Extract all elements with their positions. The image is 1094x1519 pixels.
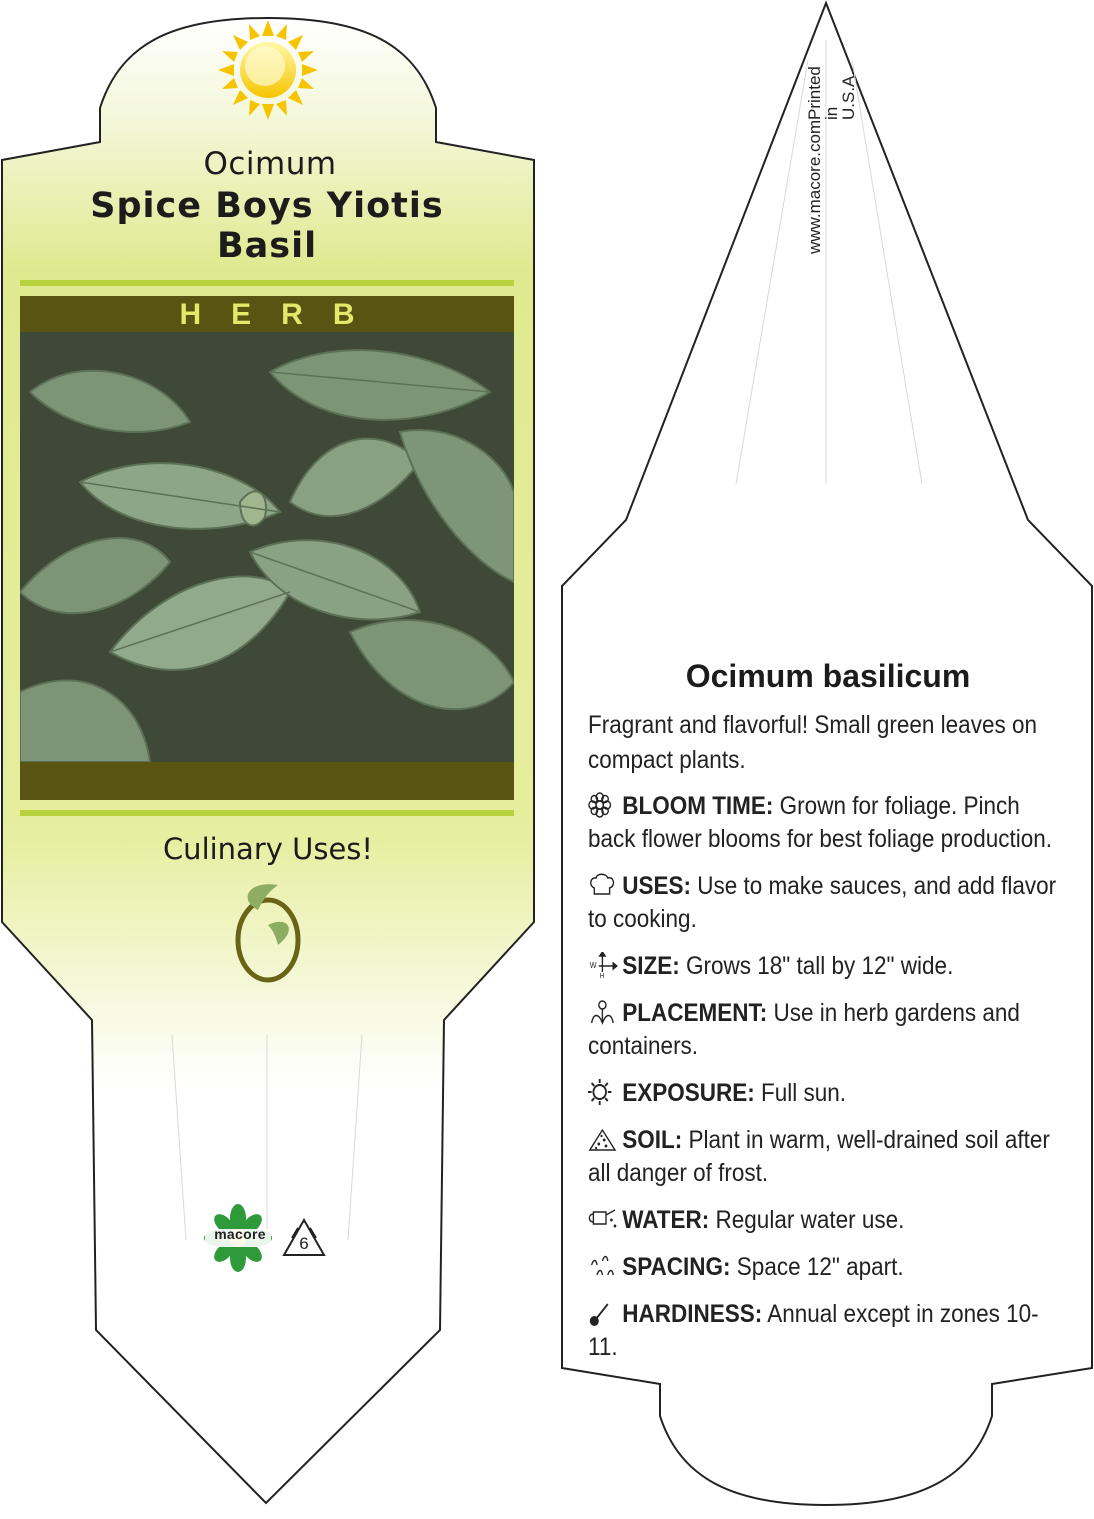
care-list [588, 790, 1065, 1378]
category-label: HERB [179, 298, 385, 331]
watering-can-icon [588, 1206, 619, 1232]
care-label: BLOOM TIME: [622, 792, 774, 820]
website: www.macore.com [805, 119, 824, 255]
care-bloom-time [588, 790, 1065, 856]
care-placement [588, 997, 1065, 1063]
care-text: Space 12" apart. [736, 1253, 904, 1281]
description: Fragrant and flavorful! Small green leaves on compact plants. [588, 711, 1038, 774]
care-label: SIZE: [622, 952, 680, 980]
care-text: Plant in warm, well-drained soil after all danger of frost. [588, 1126, 1050, 1187]
thermometer-icon [588, 1300, 619, 1326]
genus-heading: Ocimum [203, 146, 337, 182]
care-size [588, 950, 1065, 983]
care-uses [588, 870, 1065, 936]
botanical-name: Ocimum basilicum [685, 658, 971, 694]
care-label: HARDINESS: [622, 1300, 763, 1328]
variety-line-2: Basil [216, 226, 318, 266]
care-text: Grows 18" tall by 12" wide. [685, 952, 954, 980]
accent-line-top [20, 280, 514, 286]
sun-icon [218, 20, 318, 120]
care-text: Regular water use. [715, 1206, 905, 1234]
basil-leaves-image [20, 332, 514, 762]
care-label: PLACEMENT: [622, 999, 768, 1027]
size-arrows-icon [588, 952, 619, 978]
print-note: Printed in U.S.A. [805, 66, 858, 120]
care-label: SOIL: [622, 1126, 683, 1154]
print-info [805, 66, 858, 255]
care-label: EXPOSURE: [622, 1079, 755, 1107]
brand-name: macore [214, 1226, 266, 1242]
care-text: Grown for foliage. Pinch back flower blooms for best foliage production. [588, 792, 1053, 853]
variety-line-1: Spice Boys Yiotis [90, 186, 444, 226]
care-exposure [588, 1077, 1065, 1110]
care-label: WATER: [622, 1206, 710, 1234]
accent-line-bottom [20, 810, 514, 816]
plant-photo [20, 332, 514, 762]
plant-placement-icon [588, 999, 619, 1025]
care-text: Use to make sauces, and add flavor to cooking. [588, 872, 1057, 933]
care-spacing [588, 1251, 1065, 1284]
svg-text:H: H [599, 972, 605, 978]
care-hardiness [588, 1298, 1065, 1364]
spacing-icon [588, 1253, 619, 1279]
care-label: SPACING: [622, 1253, 731, 1281]
care-water [588, 1204, 1065, 1237]
tagline: Culinary Uses! [162, 832, 374, 866]
chef-hat-icon [588, 872, 619, 898]
care-text: Use in herb gardens and containers. [588, 999, 1020, 1060]
svg-text:W: W [589, 960, 597, 971]
care-text: Annual except in zones 10-11. [588, 1300, 1039, 1361]
flower-icon [588, 792, 619, 818]
sun-outline-icon [588, 1079, 619, 1105]
care-label: USES: [622, 872, 691, 900]
care-soil [588, 1124, 1065, 1190]
photo-bottom-band [20, 762, 514, 800]
variety-name [20, 186, 514, 266]
soil-icon [588, 1126, 619, 1152]
care-text: Full sun. [760, 1079, 847, 1107]
recycle-code: 6 [299, 1234, 309, 1253]
